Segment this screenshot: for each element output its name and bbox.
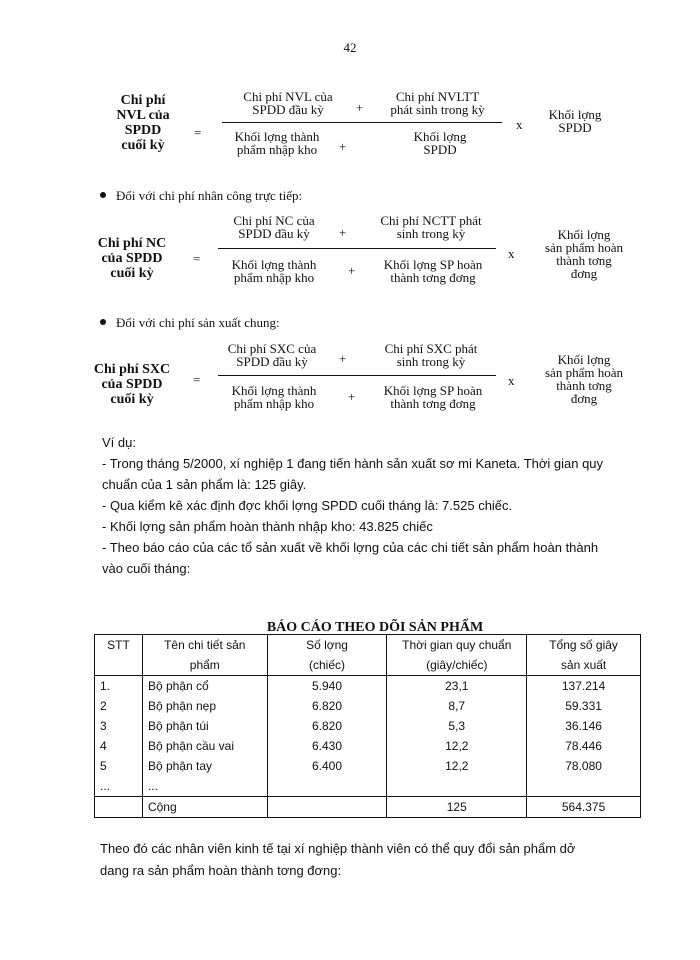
plus-sign: + bbox=[348, 263, 356, 278]
fraction-bar bbox=[222, 122, 502, 123]
numerator-right: Chi phí NCTT phát sinh trong kỳ bbox=[380, 213, 482, 241]
formula-lhs: Chi phí NVL của SPDD cuối kỳ bbox=[116, 93, 170, 153]
example-line: - Khối lợng sản phẩm hoàn thành nhập kho: 43.825 chiếc bbox=[102, 519, 433, 534]
table-header-row: phẩm (chiếc) (giây/chiếc) sản xuất bbox=[95, 655, 641, 676]
denominator-left: Khối lợng thành phẩm nhập kho bbox=[231, 383, 317, 411]
table-header-row bbox=[95, 635, 641, 656]
example-line: - Theo báo cáo của các tổ sản xuất về khối lợng của các chi tiết sản phẩm hoàn thành bbox=[102, 540, 599, 555]
example-line: - Qua kiểm kê xác định đợc khối lợng SPDD cuối tháng là: 7.525 chiếc. bbox=[102, 498, 513, 513]
plus-sign: + bbox=[339, 139, 347, 154]
header-total-seconds: Tổng số giây bbox=[527, 635, 641, 656]
times-sign: x bbox=[516, 117, 523, 132]
table-row: 4 Bộ phận cầu vai 6.430 12,2 78.446 bbox=[95, 736, 641, 756]
table-row: 1. Bộ phận cổ 5.940 23,1 137.214 bbox=[95, 676, 641, 697]
times-sign: x bbox=[508, 246, 515, 261]
example-heading: Ví dụ: bbox=[102, 435, 136, 450]
plus-sign: + bbox=[348, 389, 356, 404]
bullet-item: Đối với chi phí sản xuất chung: bbox=[100, 315, 280, 331]
example-section bbox=[102, 432, 662, 579]
fraction-bar bbox=[218, 375, 496, 376]
fraction-bar bbox=[218, 248, 496, 249]
table-row: ... ... bbox=[95, 776, 641, 797]
header-quantity: Số lợng bbox=[267, 635, 387, 656]
denominator-left: Khối lợng thành phẩm nhập kho bbox=[231, 257, 317, 285]
denominator-left: Khối lợng thành phẩm nhập kho bbox=[234, 129, 320, 157]
table-row: 3 Bộ phận túi 6.820 5,3 36.146 bbox=[95, 716, 641, 736]
plus-sign: + bbox=[339, 351, 347, 366]
numerator-right: Chi phí SXC phát sinh trong kỳ bbox=[384, 341, 478, 369]
table-title: BÁO CÁO THEO DÕI SẢN PHẨM bbox=[266, 620, 484, 635]
denominator-right: Khối lợng SP hoàn thành tơng đơng bbox=[383, 383, 483, 411]
numerator-left: Chi phí NVL của SPDD đầu kỳ bbox=[243, 89, 333, 117]
plus-sign: + bbox=[339, 225, 347, 240]
numerator-right: Chi phí NVLTT phát sinh trong kỳ bbox=[390, 89, 485, 117]
equals-sign: = bbox=[193, 251, 201, 266]
equals-sign: = bbox=[193, 372, 201, 387]
header-stt: STT bbox=[95, 635, 143, 656]
table-row: 5 Bộ phận tay 6.400 12,2 78.080 bbox=[95, 756, 641, 776]
example-line: vào cuối tháng: bbox=[102, 561, 191, 576]
product-report-table bbox=[94, 634, 641, 818]
multiplier: Khối lợng SPDD bbox=[548, 107, 602, 135]
plus-sign: + bbox=[356, 100, 364, 115]
denominator-right: Khối lợng SPDD bbox=[413, 129, 467, 157]
formula-lhs: Chi phí NC của SPDD cuối kỳ bbox=[97, 236, 167, 281]
multiplier: Khối lợng sản phẩm hoàn thành tơng đơng bbox=[545, 227, 623, 281]
denominator-right: Khối lợng SP hoàn thành tơng đơng bbox=[383, 257, 483, 285]
bullet-icon bbox=[100, 192, 106, 198]
times-sign: x bbox=[508, 373, 515, 388]
bullet-item: Đối với chi phí nhân công trực tiếp: bbox=[100, 188, 302, 204]
equals-sign: = bbox=[194, 125, 202, 140]
closing-paragraph: Theo đó các nhân viên kinh tế tại xí nghiệp thành viên có thể quy đổi sản phẩm dở dang ra sản phẩm hoàn thành tơng đơng: bbox=[100, 841, 576, 878]
page-number: 42 bbox=[343, 40, 357, 55]
table-total-row: Cộng 125 564.375 bbox=[95, 797, 641, 818]
numerator-left: Chi phí SXC của SPDD đầu kỳ bbox=[227, 341, 317, 369]
multiplier: Khối lợng sản phẩm hoàn thành tơng đơng bbox=[545, 352, 623, 406]
example-line: chuẩn của 1 sản phẩm là: 125 giây. bbox=[102, 477, 307, 492]
header-name: Tên chi tiết sản bbox=[142, 635, 267, 656]
bullet-icon bbox=[100, 319, 106, 325]
header-standard-time: Thời gian quy chuẩn bbox=[387, 635, 527, 656]
example-line: - Trong tháng 5/2000, xí nghiệp 1 đang tiến hành sản xuất sơ mi Kaneta. Thời gian quy bbox=[102, 456, 604, 471]
formula-lhs: Chi phí SXC của SPDD cuối kỳ bbox=[93, 362, 171, 407]
table-row: 2 Bộ phận nẹp 6.820 8,7 59.331 bbox=[95, 696, 641, 716]
numerator-left: Chi phí NC của SPDD đầu kỳ bbox=[233, 213, 315, 241]
